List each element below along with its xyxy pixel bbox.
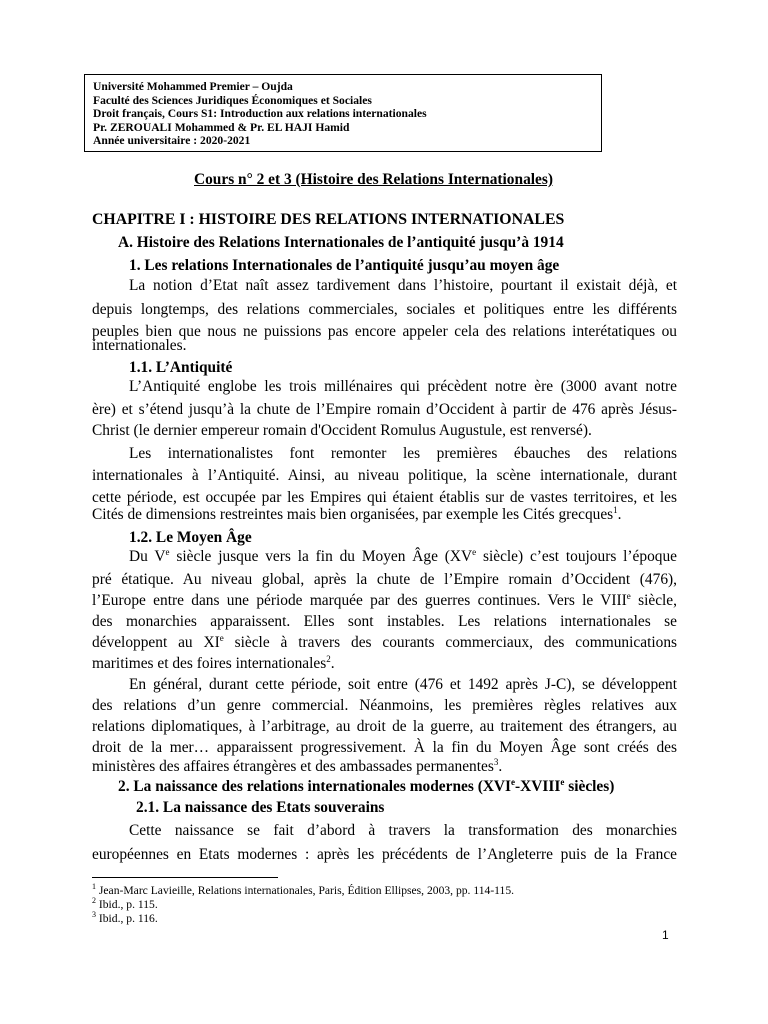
paragraph-line: La notion d’Etat naît assez tardivement dans l’histoire, pourtant il existait déjà, et [129, 277, 677, 294]
paragraph-text: ministères des affaires étrangères et des ambassades permanentes [92, 758, 494, 775]
university-name: Université Mohammed Premier – Oujda [93, 80, 293, 93]
section-2-heading: 2. La naissance des relations internationales modernes (XVIe-XVIIIe siècles) [118, 776, 615, 795]
footnote-3: $^3$ Ibid., p. 116. [92, 910, 158, 925]
paragraph-line: cette période, est occupée par les Empires qui étaient établis sur de vastes territoires, et les [92, 489, 677, 506]
footnote-ref-1[interactable]: 1 [613, 504, 618, 515]
paragraph-line: internationales à l’Antiquité. Ainsi, au niveau politique, la scène internationale, durant [92, 467, 677, 484]
paragraph-line: internationales. [92, 337, 187, 354]
footnote-ref-3[interactable]: 3 [493, 756, 499, 767]
course-header-box [84, 74, 602, 152]
professors: Pr. ZEROUALI Mohammed & Pr. EL HAJI Hamid [93, 120, 350, 134]
footnote-1: $^1$ Jean-Marc Lavieille, Relations internationales, Paris, Édition Ellipses, 2003, pp. 114-115. [92, 882, 515, 897]
paragraph-line: l’Europe entre dans une période marquée par des guerres continues. Vers le VIIIe siècle, [92, 590, 677, 609]
paragraph-line: Les internationalistes font remonter les premières ébauches des relations [129, 445, 677, 462]
paragraph-text: Cités de dimensions restreintes mais bien organisées, par exemple les Cités grecques [92, 506, 614, 523]
paragraph-line: Cette naissance se fait d’abord à travers la transformation des monarchies [129, 822, 677, 839]
chapter-title: CHAPITRE I : HISTOIRE DES RELATIONS INTERNATIONALES [92, 211, 565, 228]
paragraph-line: Christ (le dernier empereur romain d'Occident Romulus Augustule, est renversé). [92, 422, 592, 439]
paragraph-line: pré étatique. Au niveau global, après la chute de l’Empire romain d’Occident (476), [92, 571, 677, 588]
paragraph-line: développent au XIe siècle à travers des courants commerciaux, des communications [92, 632, 677, 651]
paragraph-line: des relations d’un genre commercial. Néanmoins, les premières règles relatives aux [92, 697, 677, 714]
footnote-ref-2[interactable]: 2 [326, 653, 331, 664]
paragraph-text: maritimes et des foires internationales [92, 655, 327, 672]
paragraph-line: relations diplomatiques, à l’arbitrage, au droit de la guerre, au traitement des étrangers, au [92, 718, 677, 735]
section-1-heading: 1. Les relations Internationales de l’antiquité jusqu’au moyen âge [129, 257, 560, 274]
paragraph-line: maritimes et des foires internationales$^2$. [92, 653, 335, 672]
paragraph-line: ère) et s’étend jusqu’à la chute de l’Empire romain d’Occident à partir de 476 après Jésus- [92, 401, 677, 418]
course-name: Droit français, Cours S1: Introduction aux relations internationales [93, 107, 427, 120]
paragraph-line: peuples bien que nous ne puissions pas encore appeler cela des relations interétatiques ou [92, 323, 677, 340]
paragraph-line: Du Ve siècle jusque vers la fin du Moyen Âge (XVe siècle) c’est toujours l’époque [129, 546, 677, 565]
paragraph-line: L’Antiquité englobe les trois millénaires qui précèdent notre ère (3000 avant notre [129, 378, 677, 395]
subsection-2-1-heading: 2.1. La naissance des Etats souverains [136, 799, 385, 816]
paragraph-line: ministères des affaires étrangères et des ambassades permanentes$^3$. [92, 756, 503, 775]
paragraph-line: européennes en Etats modernes : après les précédents de l’Angleterre puis de la France [92, 846, 677, 863]
footnote-2: $^2$ Ibid., p. 115. [92, 896, 158, 911]
paragraph-line: En général, durant cette période, soit entre (476 et 1492 après J-C), se développent [129, 676, 677, 693]
subsection-1-2-heading: 1.2. Le Moyen Âge [129, 529, 252, 546]
paragraph-line: depuis longtemps, des relations commerciales, sociales et politiques entre les différents [92, 301, 677, 318]
academic-year: Année universitaire : 2020-2021 [93, 134, 251, 147]
faculty-name: Faculté des Sciences Juridiques Économiques et Sociales [93, 93, 372, 107]
paragraph-line: Cités de dimensions restreintes mais bien organisées, par exemple les Cités grecques$^1$. [92, 504, 622, 523]
paragraph-line: des monarchies apparaissent. Elles sont instables. Les relations internationales se [92, 613, 677, 630]
footnote-divider [92, 877, 278, 878]
subsection-1-1-heading: 1.1. L’Antiquité [129, 359, 233, 376]
paragraph-line: droit de la mer… apparaissent progressivement. À la fin du Moyen Âge sont créés des [92, 739, 677, 756]
course-title: Cours n° 2 et 3 (Histoire des Relations Internationales) [194, 171, 553, 188]
page-number: 1 [662, 928, 669, 942]
section-a-heading: A. Histoire des Relations Internationales de l’antiquité jusqu’à 1914 [118, 234, 564, 251]
